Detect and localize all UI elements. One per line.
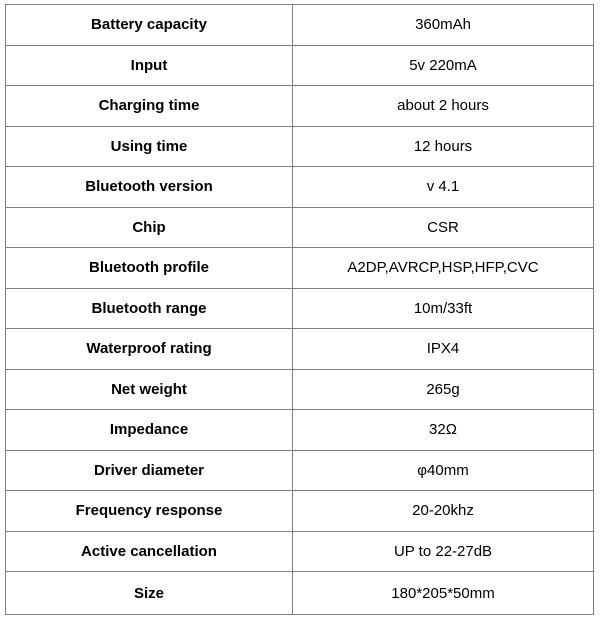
table-row bbox=[6, 329, 594, 370]
table-row bbox=[6, 248, 594, 289]
spec-value: φ40mm bbox=[293, 450, 594, 491]
table-row bbox=[6, 167, 594, 208]
table-row bbox=[6, 491, 594, 532]
spec-value: 32Ω bbox=[293, 410, 594, 451]
spec-label: Net weight bbox=[6, 369, 293, 410]
spec-value: 10m/33ft bbox=[293, 288, 594, 329]
table-row bbox=[6, 288, 594, 329]
spec-label: Bluetooth range bbox=[6, 288, 293, 329]
spec-value: A2DP,AVRCP,HSP,HFP,CVC bbox=[293, 248, 594, 289]
spec-table bbox=[5, 4, 594, 615]
spec-value: 180*205*50mm bbox=[293, 572, 594, 615]
spec-value: UP to 22-27dB bbox=[293, 531, 594, 572]
spec-label: Waterproof rating bbox=[6, 329, 293, 370]
spec-label: Using time bbox=[6, 126, 293, 167]
table-row bbox=[6, 86, 594, 127]
spec-value: 5v 220mA bbox=[293, 45, 594, 86]
table-row bbox=[6, 410, 594, 451]
table-row bbox=[6, 126, 594, 167]
spec-label: Active cancellation bbox=[6, 531, 293, 572]
spec-value: 12 hours bbox=[293, 126, 594, 167]
spec-value: v 4.1 bbox=[293, 167, 594, 208]
spec-value: 20-20khz bbox=[293, 491, 594, 532]
table-row bbox=[6, 572, 594, 615]
table-row bbox=[6, 450, 594, 491]
spec-value: IPX4 bbox=[293, 329, 594, 370]
spec-label: Size bbox=[6, 572, 293, 615]
spec-label: Impedance bbox=[6, 410, 293, 451]
table-row bbox=[6, 369, 594, 410]
spec-value: 265g bbox=[293, 369, 594, 410]
spec-label: Frequency response bbox=[6, 491, 293, 532]
spec-label: Chip bbox=[6, 207, 293, 248]
spec-value: about 2 hours bbox=[293, 86, 594, 127]
spec-label: Driver diameter bbox=[6, 450, 293, 491]
spec-label: Charging time bbox=[6, 86, 293, 127]
spec-label: Bluetooth profile bbox=[6, 248, 293, 289]
table-row bbox=[6, 531, 594, 572]
table-row bbox=[6, 5, 594, 46]
spec-label: Battery capacity bbox=[6, 5, 293, 46]
spec-label: Input bbox=[6, 45, 293, 86]
spec-label: Bluetooth version bbox=[6, 167, 293, 208]
spec-value: 360mAh bbox=[293, 5, 594, 46]
spec-value: CSR bbox=[293, 207, 594, 248]
table-row bbox=[6, 207, 594, 248]
table-row bbox=[6, 45, 594, 86]
